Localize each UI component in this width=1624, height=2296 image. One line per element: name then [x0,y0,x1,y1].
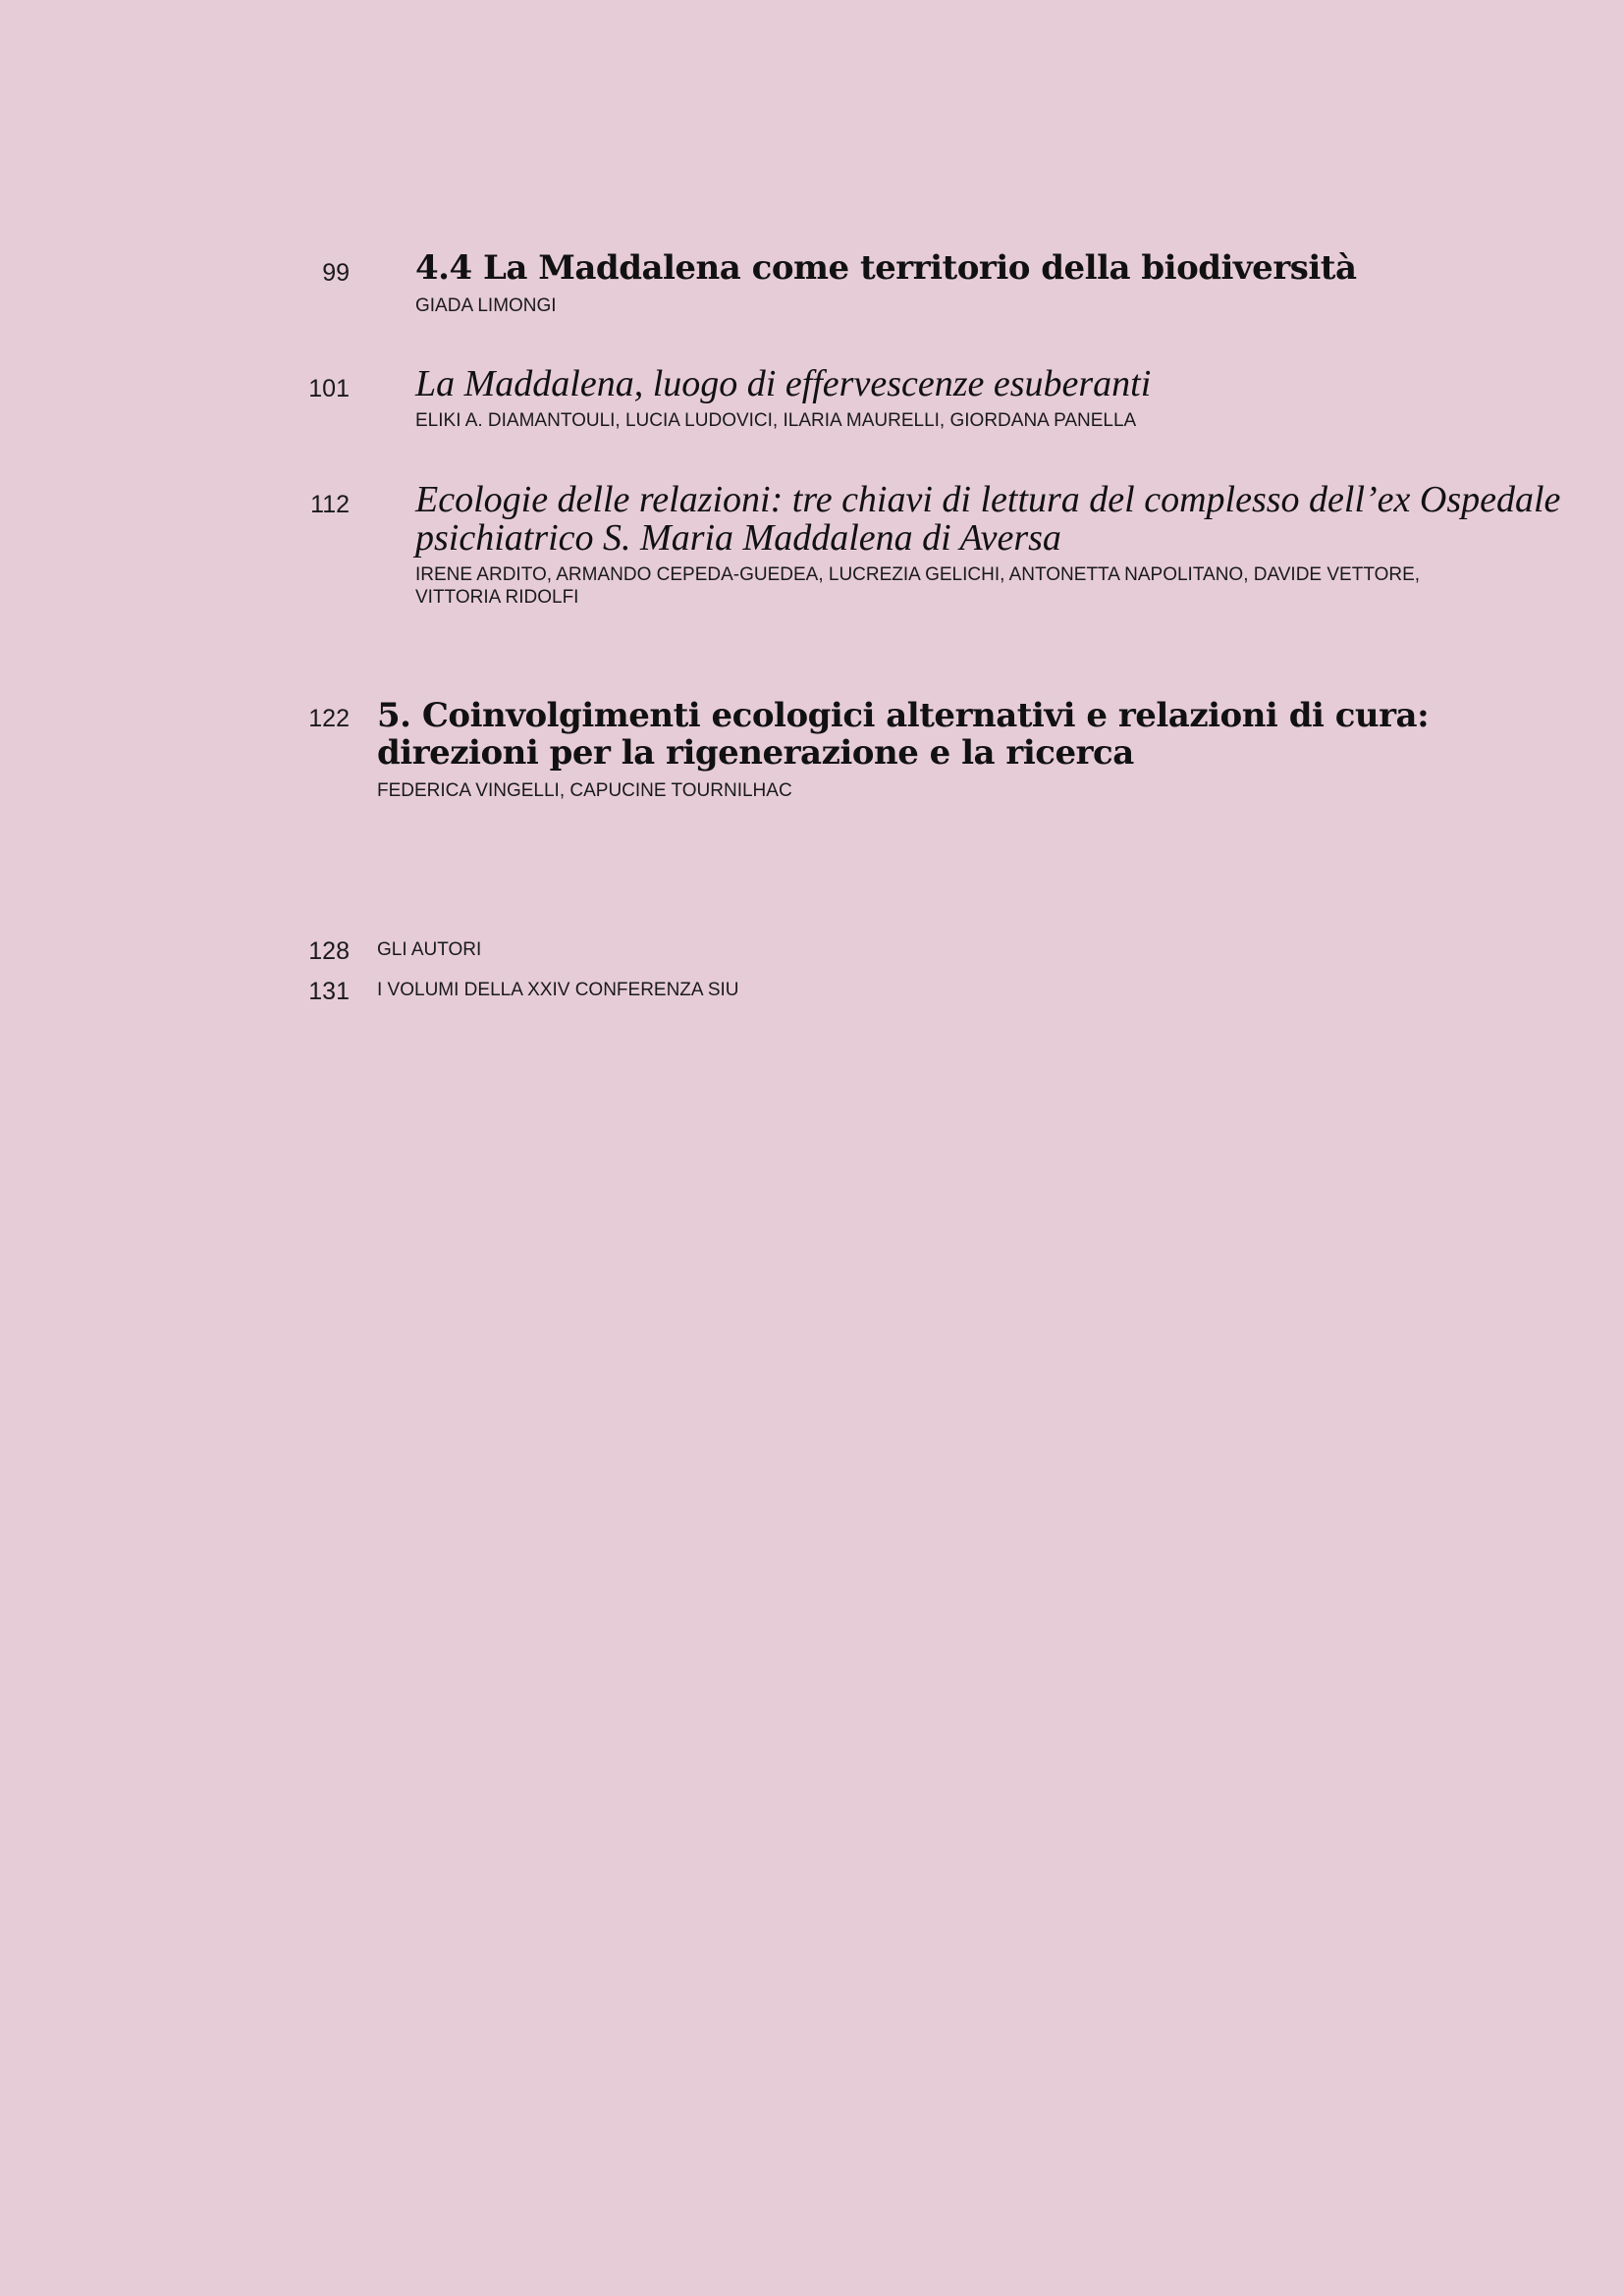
entry-authors: GIADA LIMONGI [415,295,557,316]
entry-title[interactable]: 4.4 La Maddalena come territorio della biodiversità [415,248,1357,288]
page-number: 122 [308,705,350,732]
entry-label[interactable]: I VOLUMI DELLA XXIV CONFERENZA SIU [377,980,739,1000]
page-number: 128 [308,937,350,965]
page-number: 112 [310,491,350,518]
page-number: 101 [308,375,350,402]
page-number: 131 [308,978,350,1005]
entry-title-line-1[interactable]: Ecologie delle relazioni: tre chiavi di lettura del complesso dell’ex Ospedale [415,479,1561,520]
entry-title-line-1[interactable]: 5. Coinvolgimenti ecologici alternativi e relazioni di cura: [377,696,1430,735]
entry-authors-line-1: IRENE ARDITO, ARMANDO CEPEDA-GUEDEA, LUCREZIA GELICHI, ANTONETTA NAPOLITANO, DAVIDE VETTORE, [415,564,1421,585]
entry-authors: ELIKI A. DIAMANTOULI, LUCIA LUDOVICI, ILARIA MAURELLI, GIORDANA PANELLA [415,410,1137,431]
page-number: 99 [322,259,350,287]
entry-authors-line-2: VITTORIA RIDOLFI [415,587,579,608]
entry-title[interactable]: La Maddalena, luogo di effervescenze esuberanti [415,363,1152,404]
entry-authors: FEDERICA VINGELLI, CAPUCINE TOURNILHAC [377,780,792,801]
entry-label[interactable]: GLI AUTORI [377,939,482,960]
entry-title-line-2[interactable]: psichiatrico S. Maria Maddalena di Aversa [415,517,1061,559]
entry-title-line-2[interactable]: direzioni per la rigenerazione e la ricerca [377,733,1134,773]
